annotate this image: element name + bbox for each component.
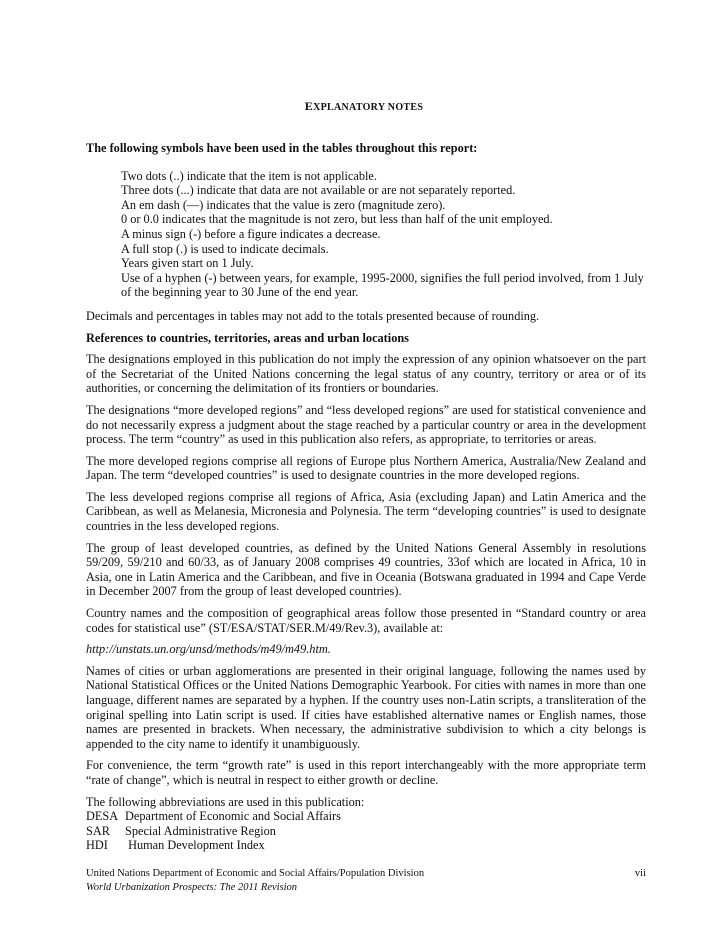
- paragraph: The designations employed in this publication do not imply the expression of any opinion whatsoever on the part of the Secretariat of the United Nations concerning the legal status of any country, territory or area or of its authorities, or concerning the delimitation of its frontiers or boundaries.: [86, 352, 646, 396]
- abbreviation-key: DESA: [86, 809, 119, 824]
- abbreviation-row: [86, 838, 646, 853]
- heading-rest: XPLANATORY NOTES: [313, 102, 424, 113]
- symbol-item: An em dash (—) indicates that the value is zero (magnitude zero).: [121, 197, 446, 212]
- symbols-intro: The following symbols have been used in the tables throughout this report:: [86, 141, 478, 155]
- paragraph: For convenience, the term “growth rate” is used in this report interchangeably with the more appropriate term “rate of change”, which is neutral in respect to either growth or decline.: [86, 758, 646, 787]
- symbol-item: Three dots (...) indicate that data are not available or are not separately reported.: [121, 183, 516, 198]
- symbol-item: 0 or 0.0 indicates that the magnitude is not zero, but less than half of the unit employed.: [121, 212, 553, 227]
- symbol-item: A full stop (.) is used to indicate decimals.: [121, 241, 329, 256]
- symbol-item: Use of a hyphen (-) between years, for example, 1995-2000, signifies the full period involved, from 1 July of the beginning year to 30 June of the end year.: [121, 270, 644, 300]
- paragraph: The designations “more developed regions” and “less developed regions” are used for statistical convenience and do not necessarily express a judgment about the stage reached by a particular country or area in the development process. The term “country” as used in this publication also refers, as appropriate, to territories or areas.: [86, 402, 646, 447]
- main-content: [86, 141, 646, 853]
- symbol-item: Years given start on 1 July.: [121, 256, 254, 271]
- symbol-item: Two dots (..) indicate that the item is not applicable.: [121, 168, 377, 183]
- abbreviations-intro: The following abbreviations are used in this publication:: [86, 794, 365, 809]
- page-number: vii: [634, 868, 646, 879]
- paragraph: Names of cities or urban agglomerations are presented in their original language, following the names used by National Statistical Offices or the United Nations Demographic Yearbook. For cities with names in more than one language, different names are separated by a hyphen. If the country uses non-Latin scripts, a transliteration of the original spelling into Latin script is used. If cities have established alternative names or English names, those names are presented in brackets. When necessary, the administrative subdivision to which a city belongs is appended to the city name to identify it unambiguously.: [86, 663, 646, 751]
- paragraph: The group of least developed countries, as defined by the United Nations General Assembly in resolutions 59/209, 59/210 and 60/33, as of January 2008 comprises 49 countries, 33of which are located in Africa, 10 in Asia, one in Latin America and the Caribbean, and five in Oceania (Botswana graduated in 1994 and Cape Verde in December 2007 from the group of least developed countries).: [86, 540, 646, 599]
- abbreviation-value: Department of Economic and Social Affairs: [125, 809, 341, 824]
- paragraph: The more developed regions comprise all regions of Europe plus Northern America, Australia/New Zealand and Japan. The term “developed countries” is used to designate countries in the more developed regions.: [86, 453, 646, 483]
- abbreviation-value: Human Development Index: [125, 838, 265, 853]
- references-heading: References to countries, territories, areas and urban locations: [86, 330, 409, 345]
- abbreviation-row: [86, 809, 646, 824]
- paragraph: The less developed regions comprise all regions of Africa, Asia (excluding Japan) and Latin America and the Caribbean, as well as Melanesia, Micronesia and Polynesia. The term “developing countries” is used to designate countries in the less developed regions.: [86, 489, 646, 534]
- heading-initial: E: [304, 99, 314, 113]
- abbreviation-key: HDI: [86, 838, 108, 853]
- footer-organization: United Nations Department of Economic and Social Affairs/Population Division: [86, 868, 425, 879]
- abbreviation-row: [86, 824, 646, 839]
- abbreviation-key: SAR: [86, 823, 110, 838]
- paragraph: Country names and the composition of geographical areas follow those presented in “Standard country or area codes for statistical use” (ST/ESA/STAT/SER.M/49/Rev.3), available at:: [86, 606, 646, 635]
- symbol-item: A minus sign (-) before a figure indicates a decrease.: [121, 226, 381, 241]
- abbreviation-value: Special Administrative Region: [125, 823, 276, 838]
- symbols-list: [121, 169, 646, 300]
- rounding-note: Decimals and percentages in tables may not add to the totals presented because of rounding.: [86, 308, 540, 323]
- page-footer: [86, 867, 646, 895]
- footer-publication-title: World Urbanization Prospects: The 2011 Revision: [86, 882, 298, 893]
- page-heading: [0, 99, 728, 114]
- unstats-link[interactable]: http://unstats.un.org/unsd/methods/m49/m49.htm.: [86, 642, 331, 657]
- footer-row: [86, 867, 646, 881]
